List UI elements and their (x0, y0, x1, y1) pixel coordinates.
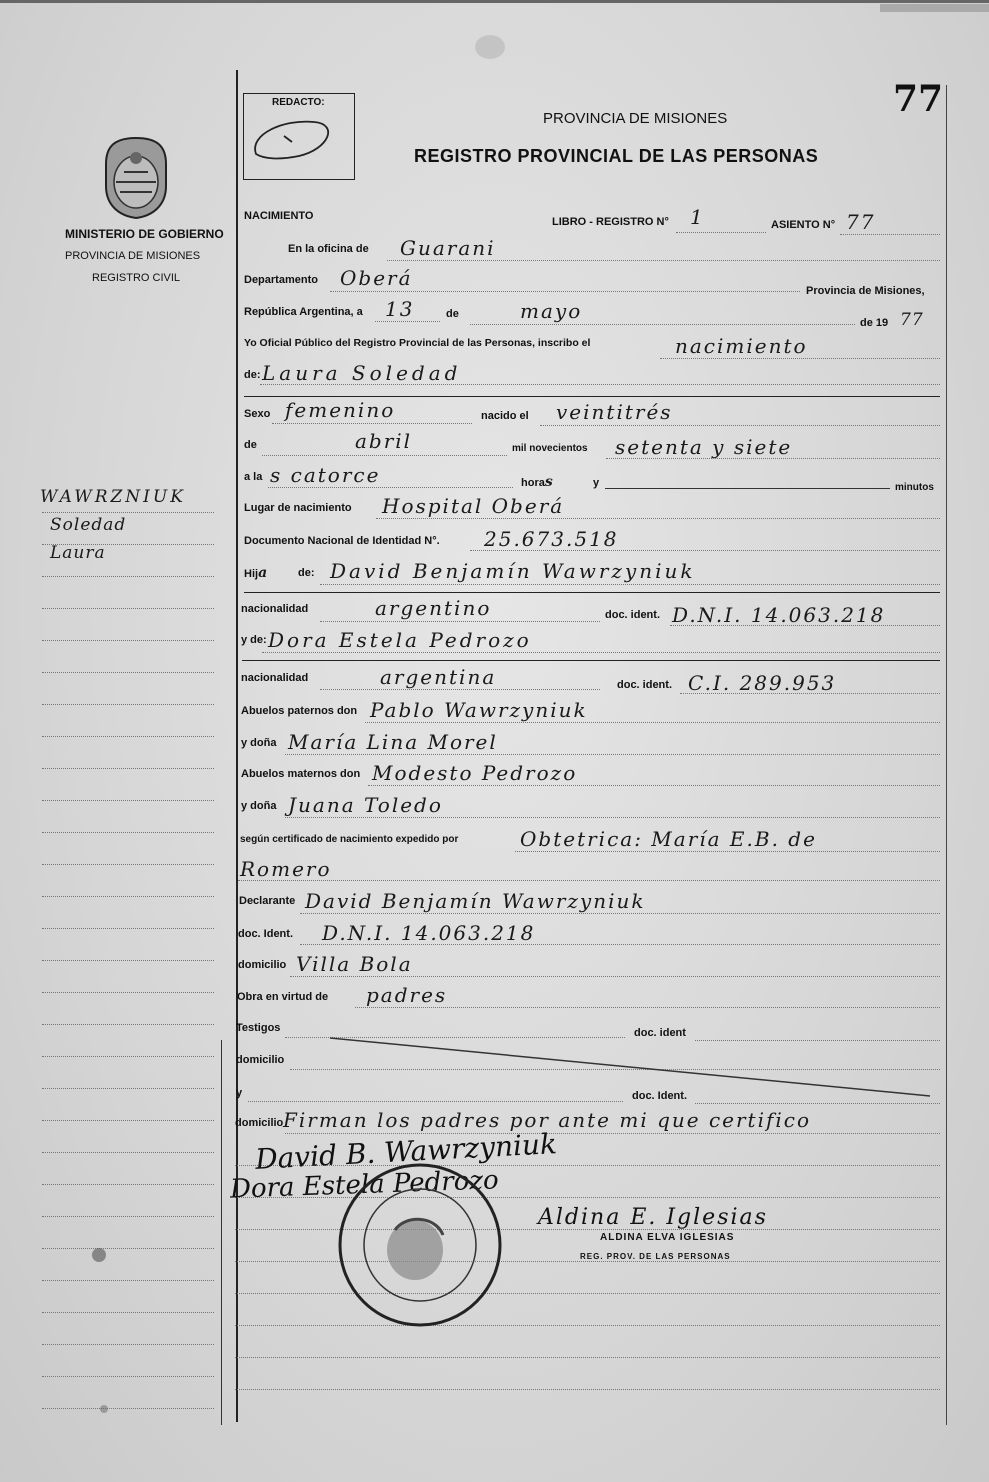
province-heading: PROVINCIA DE MISIONES (543, 110, 728, 127)
page-number: 77 (893, 78, 944, 120)
hijo-label-text: Hij (244, 568, 259, 580)
abuelo-mat-value: Modesto Pedrozo (372, 761, 578, 785)
segun-value2: Romero (240, 857, 332, 881)
mil-label: mil novecientos (512, 443, 588, 454)
madre-value: Dora Estela Pedrozo (268, 628, 532, 652)
padre-nac-value: argentino (375, 596, 492, 620)
anio2-value: setenta y siete (615, 435, 793, 459)
doc-ident-label-4: doc. ident (634, 1027, 686, 1039)
nacionalidad-label-1: nacionalidad (241, 603, 309, 615)
registry-heading: REGISTRO PROVINCIAL DE LAS PERSONAS (414, 146, 819, 166)
dni-value: 25.673.518 (484, 527, 619, 551)
y-label: y (593, 477, 600, 489)
official-title: REG. PROV. DE LAS PERSONAS (580, 1252, 731, 1261)
blank-rule-line (235, 1357, 940, 1358)
de-nombre-label: de: (244, 369, 261, 381)
libro-value: 1 (690, 205, 705, 229)
firman-rule (285, 1133, 940, 1134)
margin-name2: Laura (50, 543, 106, 563)
sexo-label: Sexo (244, 408, 271, 420)
departamento-value: Oberá (340, 266, 413, 290)
yde-label: y de: (241, 634, 267, 646)
padre-doc-value: D.N.I. 14.063.218 (672, 603, 886, 627)
nacimiento-label: NACIMIENTO (244, 210, 314, 222)
declarante-doc-value: D.N.I. 14.063.218 (322, 921, 536, 945)
paper-stain (475, 35, 505, 59)
alas-label: a la (244, 471, 263, 483)
doc-ident-label-1: doc. ident. (605, 609, 660, 621)
madre-doc-value: C.I. 289.953 (688, 671, 837, 695)
ministry-title: MINISTERIO DE GOBIERNO (65, 227, 224, 241)
de3-label: de: (298, 567, 315, 579)
signature-mother: Dora Estela Pedrozo (229, 1165, 500, 1205)
domicilio-label-1: domicilio (238, 959, 287, 971)
oficina-value: Guarani (400, 236, 496, 260)
firman-value: Firman los padres por ante mi que certifico (283, 1108, 812, 1132)
libro-label: LIBRO - REGISTRO N° (552, 216, 669, 228)
de2-label: de (244, 439, 257, 451)
obra-value: padres (366, 983, 448, 1007)
official-signature: Aldina E. Iglesias (538, 1205, 768, 1230)
blank-rule-line (235, 1389, 940, 1390)
nacido-value: veintitrés (556, 400, 673, 424)
provincia-label: Provincia de Misiones, (806, 285, 925, 297)
abuelos-pat-label: Abuelos paternos don (241, 705, 358, 717)
nacido-label: nacido el (481, 410, 529, 422)
abuela-mat-value: Juana Toledo (288, 793, 443, 817)
segun-value: Obtetrica: María E.B. de (520, 827, 817, 851)
madre-nac-value: argentina (380, 665, 497, 689)
asiento-label: ASIENTO N° (771, 219, 836, 231)
lugar-label: Lugar de nacimiento (244, 502, 352, 514)
oficial-value: nacimiento (675, 334, 808, 358)
horas-suffix: s (544, 474, 554, 490)
ink-speck (100, 1405, 108, 1413)
lugar-value: Hospital Oberá (382, 494, 565, 518)
ink-speck (92, 1248, 106, 1262)
abuelos-mat-label: Abuelos maternos don (241, 768, 361, 780)
doc-ident-label-2: doc. ident. (617, 679, 672, 691)
dia-value: 13 (385, 297, 415, 321)
asiento-value: 77 (846, 210, 876, 234)
margin-name1: Soledad (50, 515, 127, 535)
mes-value: mayo (520, 299, 583, 323)
abuela-pat-value: María Lina Morel (288, 730, 498, 754)
sexo-value: femenino (285, 398, 396, 422)
padre-value: David Benjamín Wawrzyniuk (330, 559, 696, 583)
oficial-label: Yo Oficial Público del Registro Provincial de las Personas, inscribo el (244, 337, 591, 349)
doc-ident-label-5: doc. Ident. (632, 1090, 687, 1102)
nombre-value: Laura Soledad (262, 361, 462, 385)
seal-icon (335, 1160, 505, 1330)
de-label: de (446, 308, 459, 320)
abuelo-pat-value: Pablo Wawrzyniuk (370, 698, 588, 722)
ministry-province: PROVINCIA DE MISIONES (65, 250, 201, 262)
declarante-label: Declarante (239, 895, 296, 907)
minutos-label: minutos (895, 482, 934, 493)
dni-label: Documento Nacional de Identidad N°. (244, 535, 440, 547)
official-name: ALDINA ELVA IGLESIAS (600, 1232, 735, 1243)
hora-value: s catorce (270, 463, 381, 487)
mes2-value: abril (355, 429, 413, 453)
ydona-label-1: y doña (241, 737, 277, 749)
domicilio-label-2: domicilio (236, 1054, 285, 1066)
nacionalidad-label-2: nacionalidad (241, 672, 309, 684)
domicilio-label-3: domicilio (235, 1117, 284, 1129)
horas-label-text: hora (521, 477, 545, 489)
official-seal (335, 1160, 505, 1330)
departamento-label: Departamento (244, 274, 318, 286)
republica-label: República Argentina, a (244, 306, 363, 318)
margin-surname: WAWRZNIUK (40, 487, 186, 507)
signature-father: David B. Wawrzyniuk (254, 1127, 558, 1176)
ydona-label-2: y doña (241, 800, 277, 812)
declarante-value: David Benjamín Wawrzyniuk (305, 889, 646, 913)
testigos-label: Testigos (236, 1022, 281, 1034)
doc-ident-label-3: doc. Ident. (238, 928, 293, 940)
hijo-suffix: a (258, 565, 269, 581)
segun-label: según certificado de nacimiento expedido por (240, 834, 459, 845)
y2-label: y (236, 1087, 243, 1099)
oficina-label: En la oficina de (288, 243, 369, 255)
redacto-label: REDACTO: (272, 97, 325, 108)
anio-label: de 19 (860, 317, 889, 329)
ministry-registry: REGISTRO CIVIL (92, 272, 181, 284)
obra-label: Obra en virtud de (237, 991, 329, 1003)
domicilio-value: Villa Bola (296, 952, 413, 976)
anio-value: 77 (900, 310, 924, 330)
